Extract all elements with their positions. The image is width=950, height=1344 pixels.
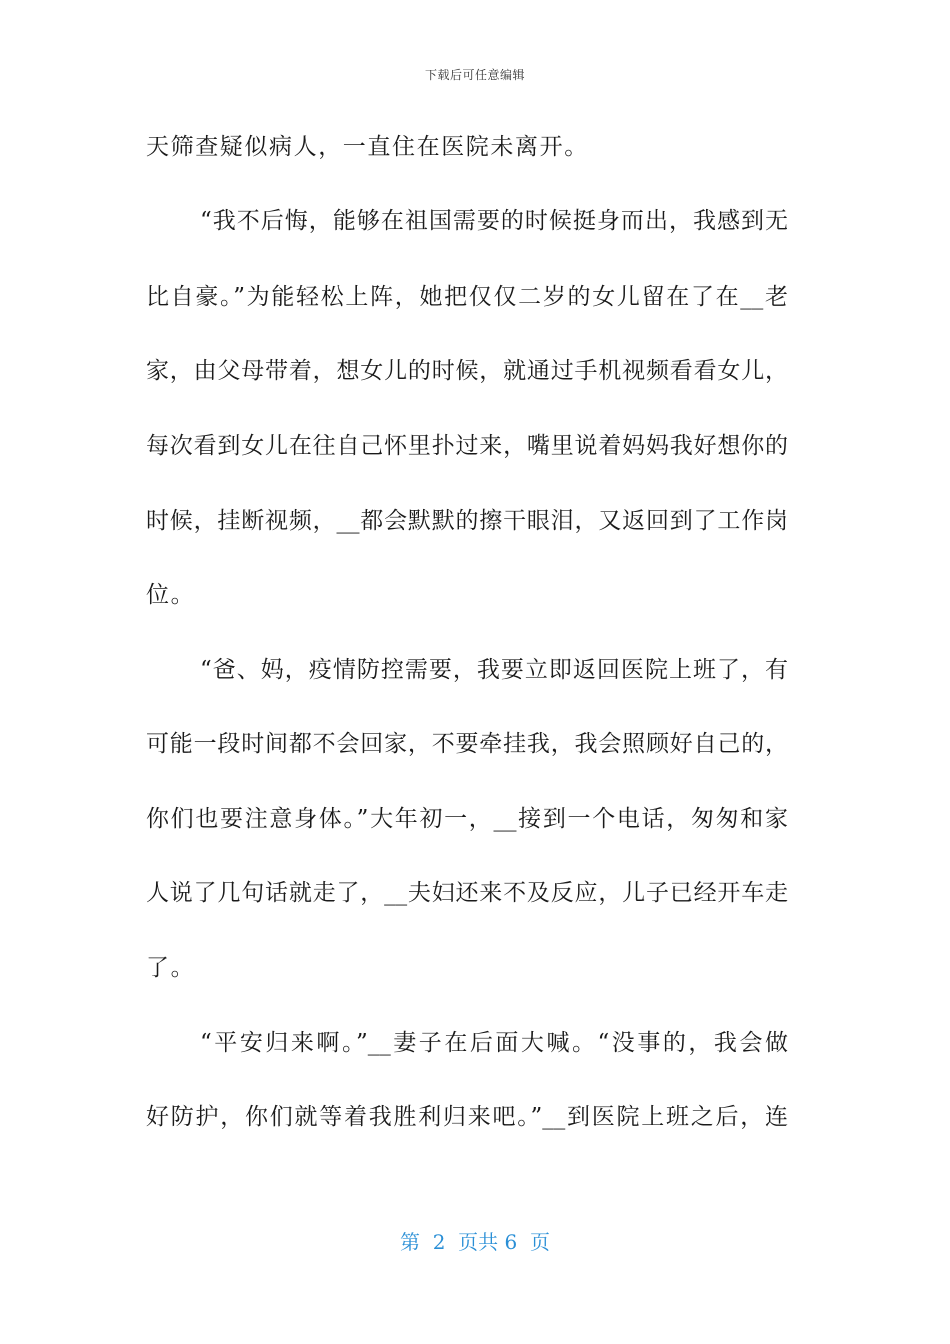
text-line: “平安归来啊。”__妻子在后面大喊。“没事的，我会做: [200, 1030, 788, 1056]
text-line: 时候，挂断视频，__都会默默的擦干眼泪，又返回到了工作岗: [146, 508, 788, 534]
header-note: 下载后可任意编辑: [424, 68, 525, 82]
text-line: “爸、妈，疫情防控需要，我要立即返回医院上班了，有: [200, 657, 788, 683]
text-line: 天筛查疑似病人，一直住在医院未离开。: [146, 134, 589, 160]
text-line: 你们也要注意身体。”大年初一，__接到一个电话，匆匆和家: [146, 806, 788, 832]
text-line: 人说了几句话就走了，__夫妇还来不及反应，儿子已经开车走: [146, 880, 788, 906]
text-line: 位。: [146, 582, 196, 608]
text-line: 好防护，你们就等着我胜利归来吧。”__到医院上班之后，连: [146, 1104, 788, 1130]
text-line: 每次看到女儿在往自己怀里扑过来，嘴里说着妈妈我好想你的: [146, 433, 788, 459]
text-line: 比自豪。”为能轻松上阵，她把仅仅二岁的女儿留在了在__老: [146, 284, 788, 310]
page-number-footer: 第 2 页共 6 页: [400, 1230, 550, 1254]
text-line: 家，由父母带着，想女儿的时候，就通过手机视频看看女儿，: [146, 358, 788, 384]
text-line: “我不后悔，能够在祖国需要的时候挺身而出，我感到无: [200, 208, 788, 234]
text-line: 可能一段时间都不会回家，不要牵挂我，我会照顾好自己的，: [146, 731, 788, 757]
text-line: 了。: [146, 955, 196, 981]
